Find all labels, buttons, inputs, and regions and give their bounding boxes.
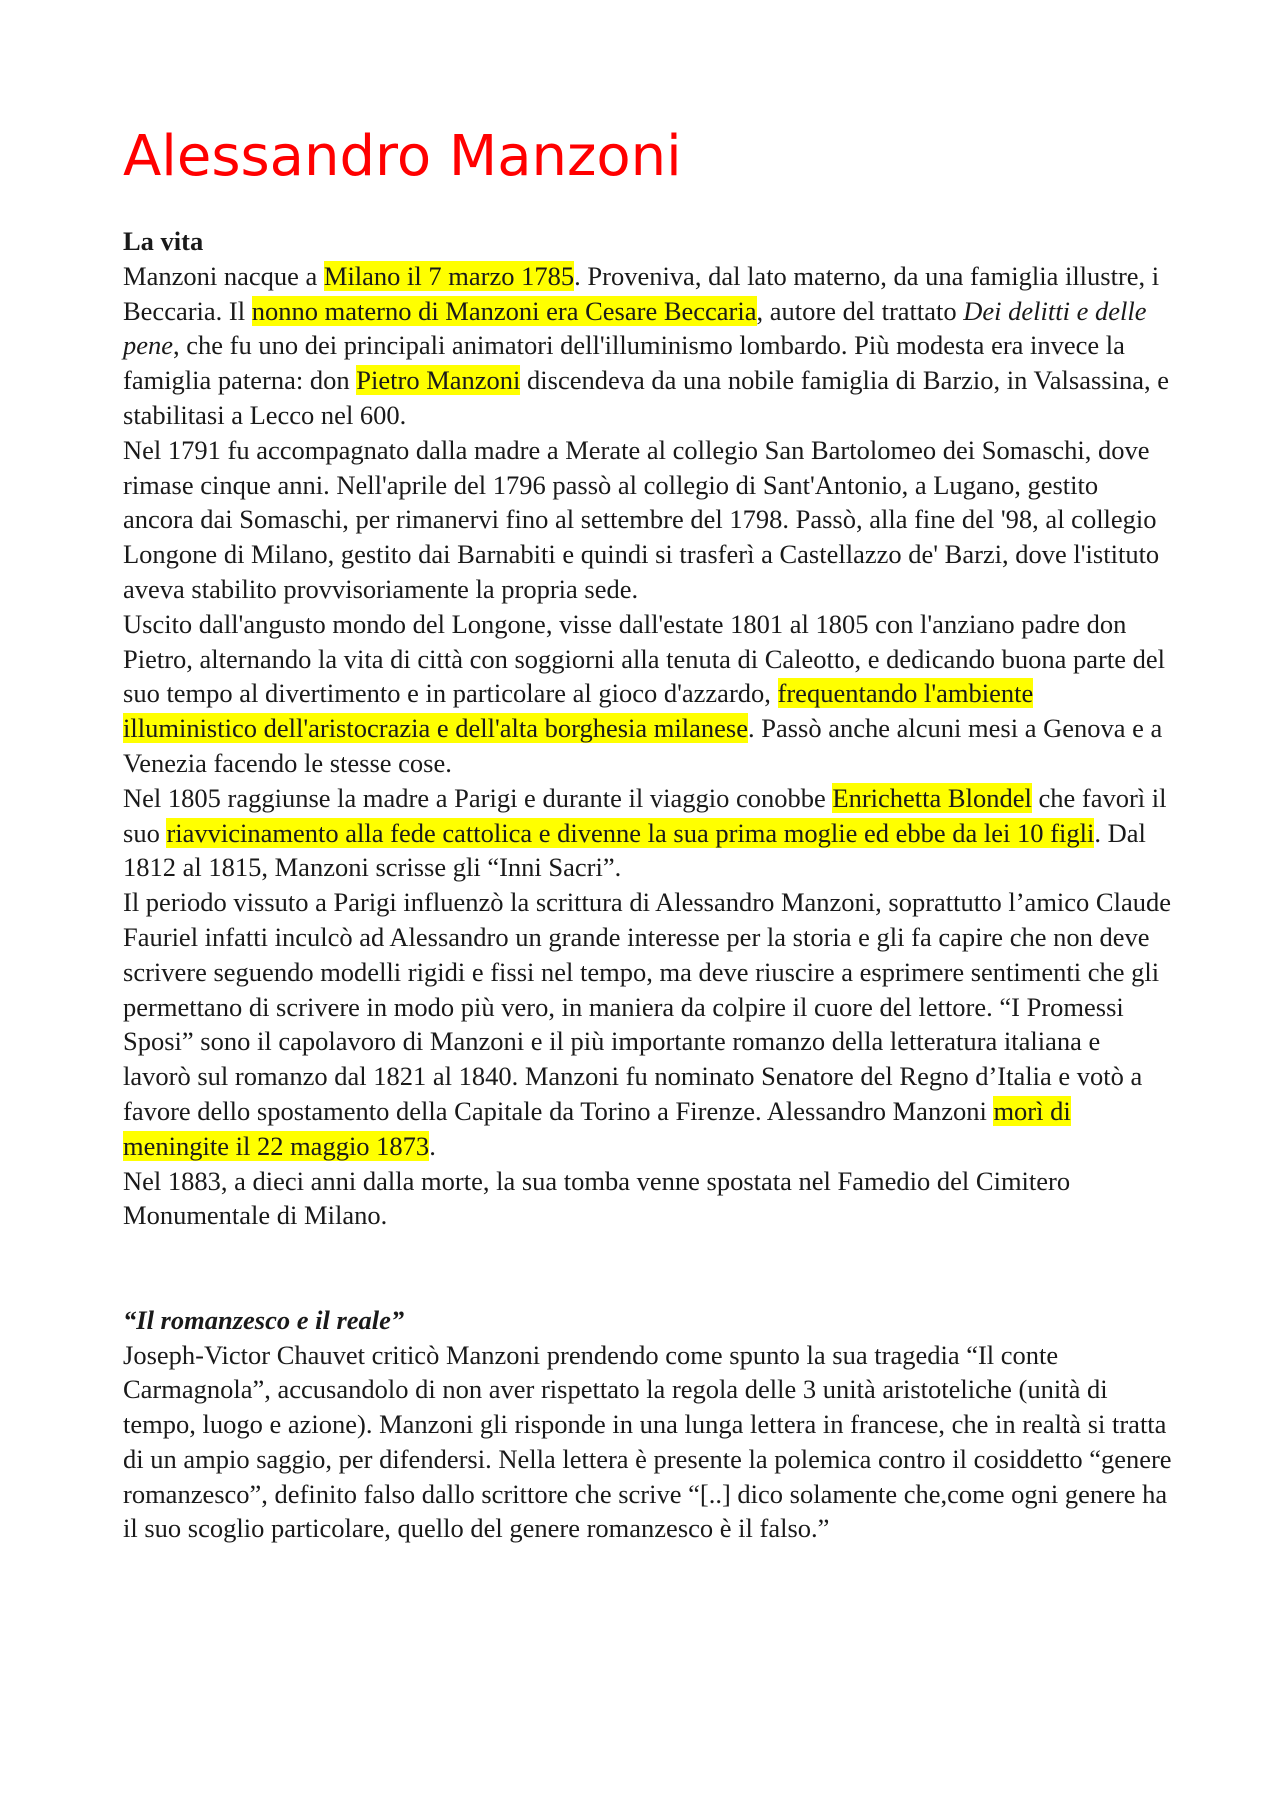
text-run: discendeva da una nobile famiglia di Barzio, in Valsassina, e stabilitasi a Lecco nel 600. xyxy=(123,365,1169,430)
paragraph-tomb: Nel 1883, a dieci anni dalla morte, la sua tomba venne spostata nel Famedio del Cimitero Monumentale di Milano. xyxy=(123,1165,1071,1231)
highlight-birth: Milano il 7 marzo 1785 xyxy=(323,260,575,291)
text-run: Manzoni nacque a xyxy=(123,260,324,291)
document-body xyxy=(123,224,1173,1546)
paragraph-education: Nel 1791 fu accompagnato dalla madre a Merate al collegio San Bartolomeo dei Somaschi, dove rimase cinque anni. Nell'aprile del 1796 passò al collegio di Sant'Antonio, a Lugano, gestito ancora dai Somaschi, per rimanervi fino al settembre del 1798. Passò, alla fine del '98, al collegio Longone di Milano, gestito dai Barnabiti e quindi si trasferì a Castellazzo de' Barzi, dove l'istituto aveva stabilito provvisoriamente la propria sede. xyxy=(123,434,1160,604)
text-run: . Proveniva, dal lato materno, da una famiglia illustre, i Beccaria. Il xyxy=(123,260,1160,326)
section-heading-vita: La vita xyxy=(123,226,204,256)
document-title: Alessandro Manzoni xyxy=(123,124,682,189)
paragraph-chauvet: Joseph-Victor Chauvet criticò Manzoni prendendo come spunto la sua tragedia “Il conte Carmagnola”, accusandolo di non aver rispettato la regola delle 3 unità aristoteliche (unità di tempo, luogo e azione). Manzoni gli risponde in una lunga lettera in francese, che in realtà si tratta di un ampio saggio, per difendersi. Nella lettera è presente la polemica contro il cosiddetto “genere romanzesco”, definito falso dallo scrittore che scrive “[..] dico solamente che,come ogni genere ha il suo scoglio particolare, quello del genere romanzesco è il falso.” xyxy=(123,1339,1172,1544)
highlight-wife: Enrichetta Blondel xyxy=(832,782,1032,813)
text-run: , che fu uno dei principali animatori dell'illuminismo lombardo. Più modesta era invece la famiglia paterna: don xyxy=(123,330,1125,396)
text-run: . Dal 1812 al 1815, Manzoni scrisse gli “Inni Sacri”. xyxy=(123,817,1146,883)
paragraph-youth xyxy=(123,607,1173,781)
highlight-milieu: frequentando l'ambiente illuministico dell'aristocrazia e dell'alta borghesia milanese xyxy=(123,678,1034,744)
paragraph-influence xyxy=(123,885,1173,1163)
highlight-father: Pietro Manzoni xyxy=(356,365,521,396)
text-run: , autore del trattato xyxy=(756,295,964,326)
text-run: . xyxy=(429,1130,436,1161)
blank-line xyxy=(123,1268,1173,1303)
highlight-death: morì di meningite il 22 maggio 1873 xyxy=(123,1095,1071,1161)
paragraph-paris xyxy=(123,781,1173,885)
book-title-italic: Dei delitti e delle pene xyxy=(123,295,1147,361)
section-heading-romanzesco: “Il romanzesco e il reale” xyxy=(123,1304,405,1335)
paragraph-birth xyxy=(123,259,1173,433)
blank-line xyxy=(123,1233,1173,1268)
text-run: Nel 1805 raggiunse la madre a Parigi e durante il viaggio conobbe xyxy=(123,782,833,813)
highlight-faith: riavvicinamento alla fede cattolica e divenne la sua prima moglie ed ebbe da lei 10 figli xyxy=(166,817,1095,848)
highlight-grandfather: nonno materno di Manzoni era Cesare Beccaria xyxy=(251,295,757,326)
text-run: Uscito dall'angusto mondo del Longone, visse dall'estate 1801 al 1805 con l'anziano padre don Pietro, alternando la vita di città con soggiorni alla tenuta di Caleotto, e dedicando buona parte del suo tempo al divertimento e in particolare al gioco d'azzardo, xyxy=(123,608,1166,709)
text-run: . Passò anche alcuni mesi a Genova e a Venezia facendo le stesse cose. xyxy=(123,713,1163,778)
text-run: Il periodo vissuto a Parigi influenzò la scrittura di Alessandro Manzoni, soprattutto l’amico Claude Fauriel infatti inculcò ad Alessandro un grande interesse per la storia e gli fa capire che non deve scrivere seguendo modelli rigidi e fissi nel tempo, ma deve riuscire a esprimere sentimenti che gli permettano di scrivere in modo più vero, in maniera da colpire il cuore del lettore. “I Promessi Sposi” sono il capolavoro di Manzoni e il più importante romanzo della letteratura italiana e lavorò sul romanzo dal 1821 al 1840. Manzoni fu nominato Senatore del Regno d’Italia e votò a favore dello spostamento della Capitale da Torino a Firenze. Alessandro Manzoni xyxy=(123,887,1171,1126)
text-run: che favorì il suo xyxy=(123,782,1167,848)
